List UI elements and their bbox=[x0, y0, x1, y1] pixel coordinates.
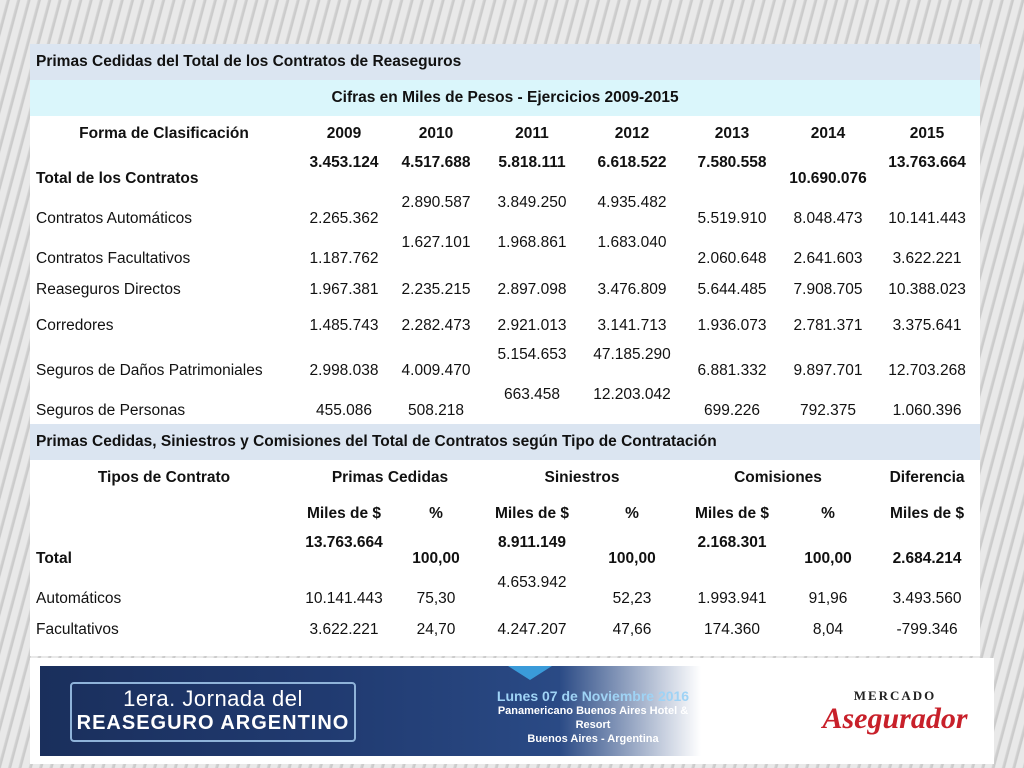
jornada-line1: 1era. Jornada del bbox=[123, 686, 303, 711]
row-label: Total de los Contratos bbox=[36, 170, 199, 187]
cell-value: 7.580.558 bbox=[697, 154, 767, 171]
cell-value: 10.690.076 bbox=[789, 170, 867, 187]
cell-value: 174.360 bbox=[703, 621, 761, 638]
table-row bbox=[30, 308, 980, 344]
table-row bbox=[30, 152, 980, 192]
table-row bbox=[30, 344, 980, 384]
cell-value: 47,66 bbox=[612, 621, 652, 638]
year-header: 2014 bbox=[810, 125, 846, 142]
banner-graphic bbox=[40, 666, 984, 756]
table-row bbox=[30, 384, 980, 424]
group-header: Primas Cedidas bbox=[331, 469, 449, 486]
cell-value: -799.346 bbox=[896, 621, 958, 638]
primas-table bbox=[30, 44, 980, 648]
cell-value: 3.622.221 bbox=[892, 250, 962, 267]
row-label: Automáticos bbox=[36, 590, 122, 607]
cell-value: 5.519.910 bbox=[697, 210, 767, 227]
cell-value: 699.226 bbox=[703, 402, 761, 419]
cell-value: 2.921.013 bbox=[497, 317, 567, 334]
cell-value: 2.168.301 bbox=[697, 534, 767, 551]
table-row bbox=[30, 572, 980, 612]
cell-value: 12.203.042 bbox=[593, 386, 671, 403]
group-header: Tipos de Contrato bbox=[97, 469, 231, 486]
table-row bbox=[30, 232, 980, 272]
cell-value: 3.622.221 bbox=[309, 621, 379, 638]
cell-value: 1.187.762 bbox=[309, 250, 379, 267]
cell-value: 2.684.214 bbox=[892, 550, 962, 567]
logo-main-text: Asegurador bbox=[822, 702, 968, 735]
cell-value: 3.849.250 bbox=[497, 194, 567, 211]
cell-value: 1.683.040 bbox=[597, 234, 667, 251]
cell-value: 2.060.648 bbox=[697, 250, 767, 267]
section-title: Primas Cedidas, Siniestros y Comisiones del Total de Contratos según Tipo de Contratación bbox=[30, 424, 980, 460]
cell-value: 3.375.641 bbox=[892, 317, 962, 334]
cell-value: 13.763.664 bbox=[305, 534, 383, 551]
cell-value: 1.936.073 bbox=[697, 317, 767, 334]
group-header: Diferencia bbox=[889, 469, 965, 486]
cell-value: 2.235.215 bbox=[401, 281, 471, 298]
table-title: Primas Cedidas del Total de los Contratos de Reaseguros bbox=[30, 44, 980, 80]
cell-value: 2.641.603 bbox=[793, 250, 863, 267]
year-header: 2010 bbox=[418, 125, 454, 142]
row-label: Total bbox=[36, 550, 72, 567]
table-row bbox=[30, 532, 980, 572]
unit-header: Miles de $ bbox=[890, 505, 965, 522]
cell-value: 10.141.443 bbox=[305, 590, 383, 607]
cell-value: 4.653.942 bbox=[497, 574, 567, 591]
cell-value: 2.781.371 bbox=[793, 317, 863, 334]
jornada-line2: REASEGURO ARGENTINO bbox=[76, 712, 350, 734]
event-date: Lunes 07 de Noviembre 2016 bbox=[496, 688, 690, 704]
cell-value: 75,30 bbox=[416, 590, 456, 607]
cell-value: 1.967.381 bbox=[309, 281, 379, 298]
cell-value: 455.086 bbox=[315, 402, 373, 419]
cell-value: 3.141.713 bbox=[597, 317, 667, 334]
event-city: Buenos Aires - Argentina bbox=[527, 733, 659, 745]
cell-value: 10.388.023 bbox=[888, 281, 966, 298]
table-subtitle: Cifras en Miles de Pesos - Ejercicios 2009-2015 bbox=[30, 80, 980, 116]
cell-value: 4.009.470 bbox=[401, 362, 471, 379]
unit-header: Miles de $ bbox=[494, 505, 570, 522]
row-label: Seguros de Personas bbox=[36, 402, 186, 419]
mercado-asegurador-logo bbox=[810, 688, 980, 734]
table-row bbox=[30, 272, 980, 308]
logo-top-text: MERCADO bbox=[853, 688, 937, 703]
cell-value: 47.185.290 bbox=[593, 346, 671, 363]
cell-value: 52,23 bbox=[612, 590, 652, 607]
row-label: Facultativos bbox=[36, 621, 119, 638]
section-title-row bbox=[30, 424, 980, 460]
header-label: Forma de Clasificación bbox=[79, 125, 249, 142]
cell-value: 2.998.038 bbox=[309, 362, 379, 379]
year-header: 2015 bbox=[909, 125, 945, 142]
cell-value: 6.881.332 bbox=[697, 362, 767, 379]
cell-value: 8,04 bbox=[812, 621, 844, 638]
title-row bbox=[30, 44, 980, 80]
subtitle-row bbox=[30, 80, 980, 116]
group-header: Siniestros bbox=[544, 469, 620, 486]
row-label: Reaseguros Directos bbox=[36, 281, 181, 298]
cell-value: 5.818.111 bbox=[498, 154, 566, 171]
cell-value: 1.968.861 bbox=[497, 234, 567, 251]
cell-value: 5.644.485 bbox=[697, 281, 767, 298]
group-header: Comisiones bbox=[734, 469, 822, 486]
row-label: Corredores bbox=[36, 317, 114, 334]
banner-notch bbox=[508, 666, 552, 680]
cell-value: 91,96 bbox=[808, 590, 848, 607]
group-header-row bbox=[30, 460, 980, 496]
row-label: Contratos Facultativos bbox=[36, 250, 191, 267]
event-venue: Panamericano Buenos Aires Hotel & Resort bbox=[497, 705, 689, 731]
cell-value: 3.476.809 bbox=[597, 281, 667, 298]
unit-header-row bbox=[30, 496, 980, 532]
cell-value: 508.218 bbox=[407, 402, 465, 419]
cell-value: 100,00 bbox=[412, 550, 460, 567]
cell-value: 8.911.149 bbox=[497, 534, 567, 551]
cell-value: 7.908.705 bbox=[793, 281, 863, 298]
cell-value: 13.763.664 bbox=[888, 154, 966, 171]
cell-value: 663.458 bbox=[503, 386, 561, 403]
table-row bbox=[30, 192, 980, 232]
year-header: 2009 bbox=[326, 125, 362, 142]
unit-header: % bbox=[625, 505, 639, 522]
cell-value: 1.060.396 bbox=[892, 402, 962, 419]
cell-value: 100,00 bbox=[608, 550, 656, 567]
cell-value: 2.897.098 bbox=[497, 281, 567, 298]
cell-value: 4.247.207 bbox=[497, 621, 567, 638]
cell-value: 1.627.101 bbox=[401, 234, 471, 251]
slide-content bbox=[30, 44, 980, 656]
year-header-row bbox=[30, 116, 980, 152]
cell-value: 10.141.443 bbox=[888, 210, 966, 227]
cell-value: 1.485.743 bbox=[309, 317, 379, 334]
cell-value: 100,00 bbox=[804, 550, 852, 567]
cell-value: 2.282.473 bbox=[401, 317, 471, 334]
cell-value: 9.897.701 bbox=[793, 362, 863, 379]
year-header: 2011 bbox=[515, 125, 549, 142]
table-row bbox=[30, 612, 980, 648]
unit-header: % bbox=[821, 505, 835, 522]
row-label: Contratos Automáticos bbox=[36, 210, 192, 227]
row-label: Seguros de Daños Patrimoniales bbox=[36, 362, 263, 379]
unit-header: Miles de $ bbox=[306, 505, 382, 522]
cell-value: 24,70 bbox=[416, 621, 456, 638]
cell-value: 5.154.653 bbox=[497, 346, 567, 363]
cell-value: 2.265.362 bbox=[309, 210, 379, 227]
cell-value: 6.618.522 bbox=[597, 154, 667, 171]
cell-value: 4.517.688 bbox=[401, 154, 471, 171]
cell-value: 2.890.587 bbox=[401, 194, 471, 211]
year-header: 2013 bbox=[714, 125, 750, 142]
cell-value: 12.703.268 bbox=[888, 362, 966, 379]
cell-value: 3.493.560 bbox=[892, 590, 962, 607]
cell-value: 3.453.124 bbox=[309, 154, 379, 171]
unit-header: % bbox=[429, 505, 443, 522]
cell-value: 792.375 bbox=[799, 402, 857, 419]
jornada-box bbox=[70, 682, 356, 742]
cell-value: 8.048.473 bbox=[793, 210, 863, 227]
cell-value: 1.993.941 bbox=[697, 590, 767, 607]
unit-header: Miles de $ bbox=[694, 505, 770, 522]
event-info bbox=[488, 688, 698, 746]
year-header: 2012 bbox=[614, 125, 650, 142]
cell-value: 4.935.482 bbox=[597, 194, 667, 211]
event-banner bbox=[30, 658, 994, 764]
